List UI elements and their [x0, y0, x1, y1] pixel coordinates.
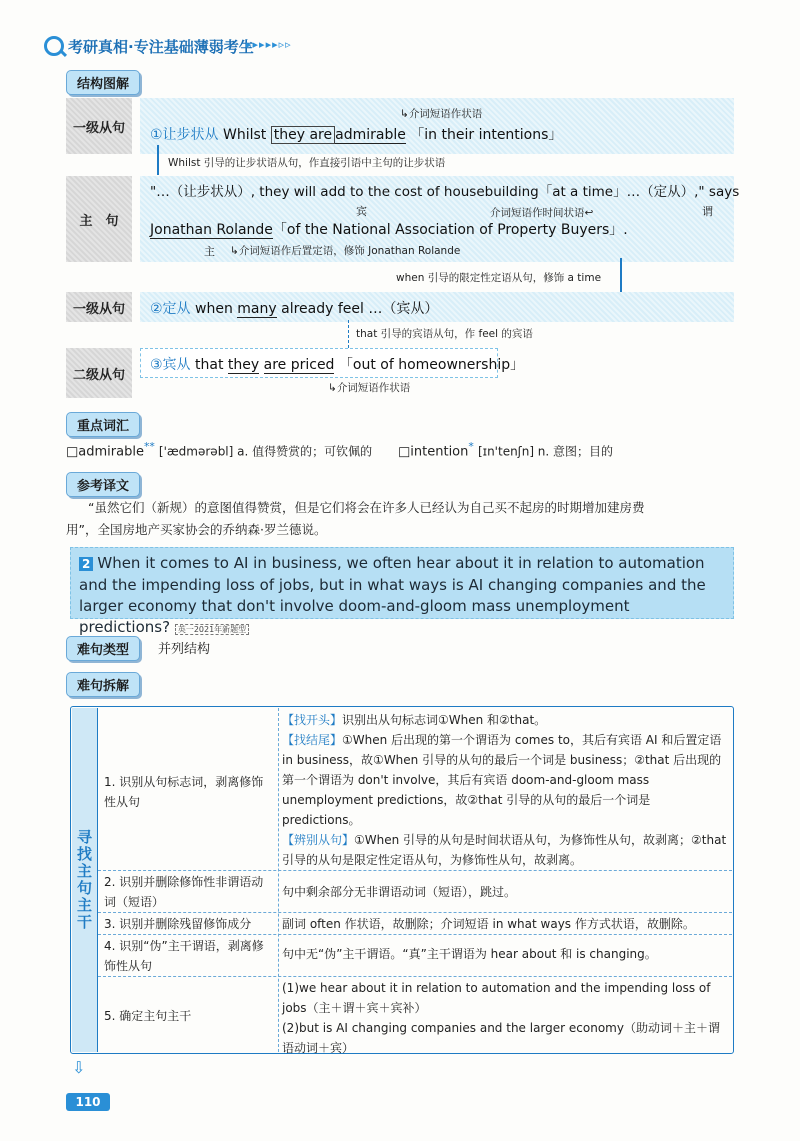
row4-that: that	[195, 357, 224, 373]
row3-feel: feel …（宾从）	[337, 301, 439, 317]
row3-label: 一级从句	[66, 292, 132, 322]
question-source: 英一2021年新题型	[175, 624, 249, 635]
page-number: 110	[66, 1093, 110, 1111]
table-row-divider	[98, 870, 732, 871]
row1-tag: ①让步状从	[150, 127, 219, 143]
table-row5-left: 5. 确定主句主干	[104, 1009, 192, 1023]
question-banner	[70, 547, 734, 636]
row4-sentence	[150, 354, 524, 374]
table-row1-right: 【找开头】识别出从句标志词①When 和②that。 【找结尾】①When 后出现的第一个谓语为 comes to，其后有宾语 AI 和后置定语 in business，故①When 引导的从句的最后一个词是 business；②that 后出现的第一个谓语为 don't involve，其后有宾语 doom-and-gloom mass unemployment predictions，故②that 引导的从句的最后一个词是 predictions。 【辨别从句】①When 引导的从句是时间状语从句，为修饰性从句，故剥离；②that 引导的从句是限定性定语从句，为修饰性从句，故剥离。	[282, 713, 727, 867]
row4-label: 二级从句	[66, 348, 132, 398]
section-tag-vocab: 重点词汇	[66, 412, 140, 437]
row3-when: when	[195, 301, 233, 317]
table-row3-right: 副词 often 作状语，故删除；介词短语 in what ways 作方式状语，故删除。	[282, 917, 695, 931]
section-tag-sentence-type: 难句类型	[66, 636, 140, 661]
table-row2-left: 2. 识别并删除修饰性非谓语动词（短语）	[104, 875, 264, 909]
row2-note-time: 介词短语作时间状语↩	[490, 207, 594, 219]
vocab-item-admirable: □admirable** ['ædmərəbl] a. 值得赞赏的；可钦佩的	[66, 440, 373, 460]
question-number: 2	[79, 557, 93, 571]
translation-line1: “虽然它们（新规）的意图值得赞赏，但是它们将会在许多人已经认为自己买不起房的时期增加建房费	[88, 500, 645, 515]
table-row5-right-line2: (2)but is AI changing companies and the larger economy（助动词＋主＋谓语动词＋宾）	[282, 1021, 720, 1055]
row2-zhu: 主	[204, 245, 215, 258]
header-arrows: ▸▸▸▸▸▹▹	[246, 38, 292, 51]
row4-they: they	[227, 357, 260, 373]
question-text: When it comes to AI in business, we often hear about it in relation to automation and the impending loss of jobs, but in what ways is AI changing companies and the larger economy that don't involve doom-and-gloom mass unemployment predictions?	[79, 554, 706, 636]
table-row-divider	[98, 912, 732, 913]
table-row3-left: 3. 识别并删除残留修饰成分	[104, 917, 252, 931]
row2-note-when: when 引导的限定性定语从句，修饰 a time	[396, 272, 602, 284]
row3-already: already	[281, 301, 334, 317]
row1-whilst: Whilst	[223, 127, 267, 143]
row3-many: many	[237, 301, 277, 317]
row4-are-priced: are priced	[263, 357, 335, 373]
table-row1-left: 1. 识别从句标志词，剥离修饰性从句	[104, 775, 264, 809]
header-title: 考研真相·专注基础薄弱考生	[68, 38, 254, 56]
row2-label: 主 句	[66, 176, 132, 262]
row2-connector	[620, 258, 622, 292]
section-tag-structure: 结构图解	[66, 70, 140, 95]
table-row-divider	[98, 934, 732, 935]
section-tag-breakdown: 难句拆解	[66, 672, 140, 697]
section-tag-translation: 参考译文	[66, 472, 140, 497]
down-arrow-icon: ⇩	[72, 1058, 86, 1077]
sentence-type-value: 并列结构	[158, 642, 211, 657]
row1-label: 一级从句	[66, 98, 132, 154]
row1-connector	[157, 145, 159, 175]
row1-note-under: Whilst 引导的让步状语从句，作直接引语中主句的让步状语	[168, 157, 446, 169]
row2-bin: 宾	[356, 205, 367, 218]
row1-they-are: they are	[271, 126, 335, 144]
logo-search-icon	[44, 36, 64, 56]
row2-rest: 「of the National Association of Property Buyers」.	[272, 222, 628, 238]
row1-admirable: admirable	[335, 127, 406, 143]
row1-sentence	[150, 124, 562, 144]
table-side-label-cell	[72, 708, 98, 1052]
table-row2-right: 句中剩余部分无非谓语动词（短语），跳过。	[282, 885, 517, 899]
row4-tag: ③宾从	[150, 357, 191, 373]
row3-note: that 引导的宾语从句，作 feel 的宾语	[356, 328, 533, 340]
row3-tag: ②定从	[150, 301, 191, 317]
row2-line2	[150, 219, 628, 239]
row4-note: ↳介词短语作状语	[328, 382, 411, 394]
row3-connector	[348, 320, 349, 348]
row2-note-post: ↳介词短语作后置定语，修饰 Jonathan Rolande	[230, 245, 461, 257]
vocab-item-intention: □intention* [ɪn'tenʃn] n. 意图；目的	[398, 440, 614, 460]
table-row-divider	[98, 976, 732, 977]
row4-bracket: 「out of homeownership」	[338, 357, 525, 373]
row2-wei: 谓	[702, 205, 713, 218]
table-row5-right	[282, 978, 730, 1058]
row2-line1: "…（让步状从）, they will add to the cost of housebuilding「at a time」…（定从）," says	[150, 184, 740, 200]
table-side-label: 寻找主句主干	[75, 829, 93, 931]
table-row4-left: 4. 识别“伪”主干谓语，剥离修饰性从句	[104, 939, 264, 973]
row3-sentence	[150, 298, 438, 318]
table-row5-right-line1: (1)we hear about it in relation to automation and the impending loss of jobs（主＋谓＋宾＋宾补）	[282, 981, 711, 1015]
row2-subject: Jonathan Rolande	[150, 222, 273, 238]
row1-note-top: ↳介词短语作状语	[400, 108, 483, 120]
table-column-divider	[278, 708, 279, 1052]
translation-line2: 用”，全国房地产买家协会的乔纳森·罗兰德说。	[66, 522, 327, 537]
row1-bracket: 「in their intentions」	[410, 127, 563, 143]
table-row4-right: 句中无“伪”主干谓语。“真”主干谓语为 hear about 和 is changing。	[282, 947, 657, 961]
